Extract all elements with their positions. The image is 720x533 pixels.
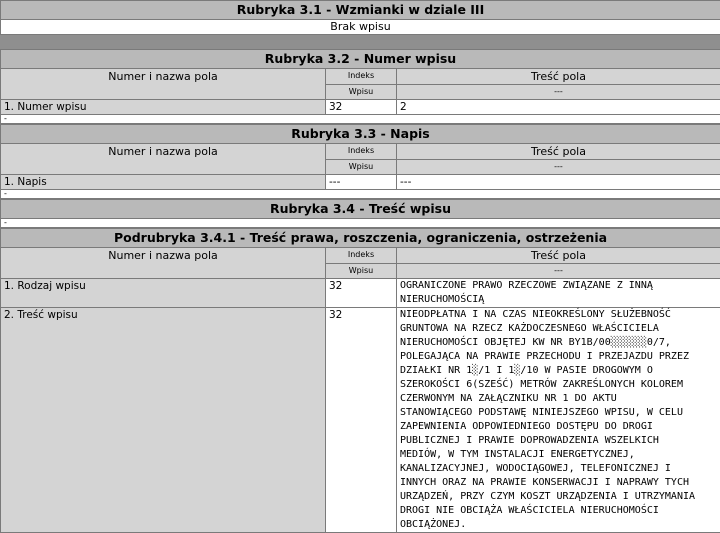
header-index: Indeks	[326, 144, 397, 160]
row-label: 2. Treść wpisu	[1, 308, 326, 533]
header-entry: Wpisu	[326, 85, 397, 100]
section-title: Rubryka 3.4 - Treść wpisu	[1, 200, 720, 219]
table-row	[1, 100, 720, 115]
header-content: Treść pola	[397, 144, 720, 160]
row-separator: -	[1, 115, 720, 124]
header-dashes: ---	[397, 264, 720, 279]
row-index: ---	[326, 175, 397, 190]
header-index: Indeks	[326, 248, 397, 264]
section-3-2	[0, 49, 720, 124]
section-value: Brak wpisu	[1, 20, 720, 35]
row-separator: -	[1, 219, 720, 228]
subsection-3-4-1	[0, 228, 720, 533]
header-field-name: Numer i nazwa pola	[1, 144, 326, 175]
row-label: 1. Numer wpisu	[1, 100, 326, 115]
section-title: Podrubryka 3.4.1 - Treść prawa, roszczenia, ograniczenia, ostrzeżenia	[1, 229, 720, 248]
section-title: Rubryka 3.1 - Wzmianki w dziale III	[1, 1, 720, 20]
section-title: Rubryka 3.3 - Napis	[1, 125, 720, 144]
header-field-name: Numer i nazwa pola	[1, 69, 326, 100]
row-value: 2	[397, 100, 720, 115]
row-label: 1. Napis	[1, 175, 326, 190]
table-row	[1, 308, 720, 533]
section-divider	[0, 35, 720, 49]
row-value: ---	[397, 175, 720, 190]
header-content: Treść pola	[397, 69, 720, 85]
row-index: 32	[326, 279, 397, 308]
table-row	[1, 279, 720, 308]
row-index: 32	[326, 308, 397, 533]
header-content: Treść pola	[397, 248, 720, 264]
row-label: 1. Rodzaj wpisu	[1, 279, 326, 308]
row-value: OGRANICZONE PRAWO RZECZOWE ZWIĄZANE Z INNĄ NIERUCHOMOŚCIĄ	[397, 279, 720, 308]
header-dashes: ---	[397, 160, 720, 175]
row-index: 32	[326, 100, 397, 115]
row-value: NIEODPŁATNA I NA CZAS NIEOKREŚLONY SŁUŻEBNOŚĆ GRUNTOWA NA RZECZ KAŻDOCZESNEGO WŁAŚCICIELA NIERUCHOMOŚCI OBJĘTEJ KW NR BY1B/00░░░░░░0/7, POLEGAJĄCA NA PRAWIE PRZECHODU I PRZEJAZDU PRZEZ DZIAŁKI NR 1░/1 I 1░/10 W PASIE DROGOWYM O SZEROKOŚCI 6(SZEŚĆ) METRÓW ZAKREŚLONYCH KOLOREM CZERWONYM NA ZAŁĄCZNIKU NR 1 DO AKTU STANOWIĄCEGO PODSTAWĘ NINIEJSZEGO WPISU, W CELU ZAPEWNIENIA ODPOWIEDNIEGO DOSTĘPU DO DROGI PUBLICZNEJ I PRAWIE DOPROWADZENIA WSZELKICH MEDIÓW, W TYM INSTALACJI ENERGETYCZNEJ, KANALIZACYJNEJ, WODOCIĄGOWEJ, TELEFONICZNEJ I INNYCH ORAZ NA PRAWIE KONSERWACJI I NAPRAWY TYCH URZĄDZEŃ, PRZY CZYM KOSZT URZĄDZENIA I UTRZYMANIA DROGI NIE OBCIĄŻA WŁAŚCICIELA NIERUCHOMOŚCI OBCIĄŻONEJ.	[397, 308, 720, 533]
section-title: Rubryka 3.2 - Numer wpisu	[1, 50, 720, 69]
header-field-name: Numer i nazwa pola	[1, 248, 326, 279]
header-entry: Wpisu	[326, 160, 397, 175]
row-separator: -	[1, 190, 720, 199]
header-entry: Wpisu	[326, 264, 397, 279]
section-3-3	[0, 124, 720, 199]
header-index: Indeks	[326, 69, 397, 85]
header-dashes: ---	[397, 85, 720, 100]
table-row	[1, 175, 720, 190]
section-3-1	[0, 0, 720, 35]
section-3-4	[0, 199, 720, 228]
